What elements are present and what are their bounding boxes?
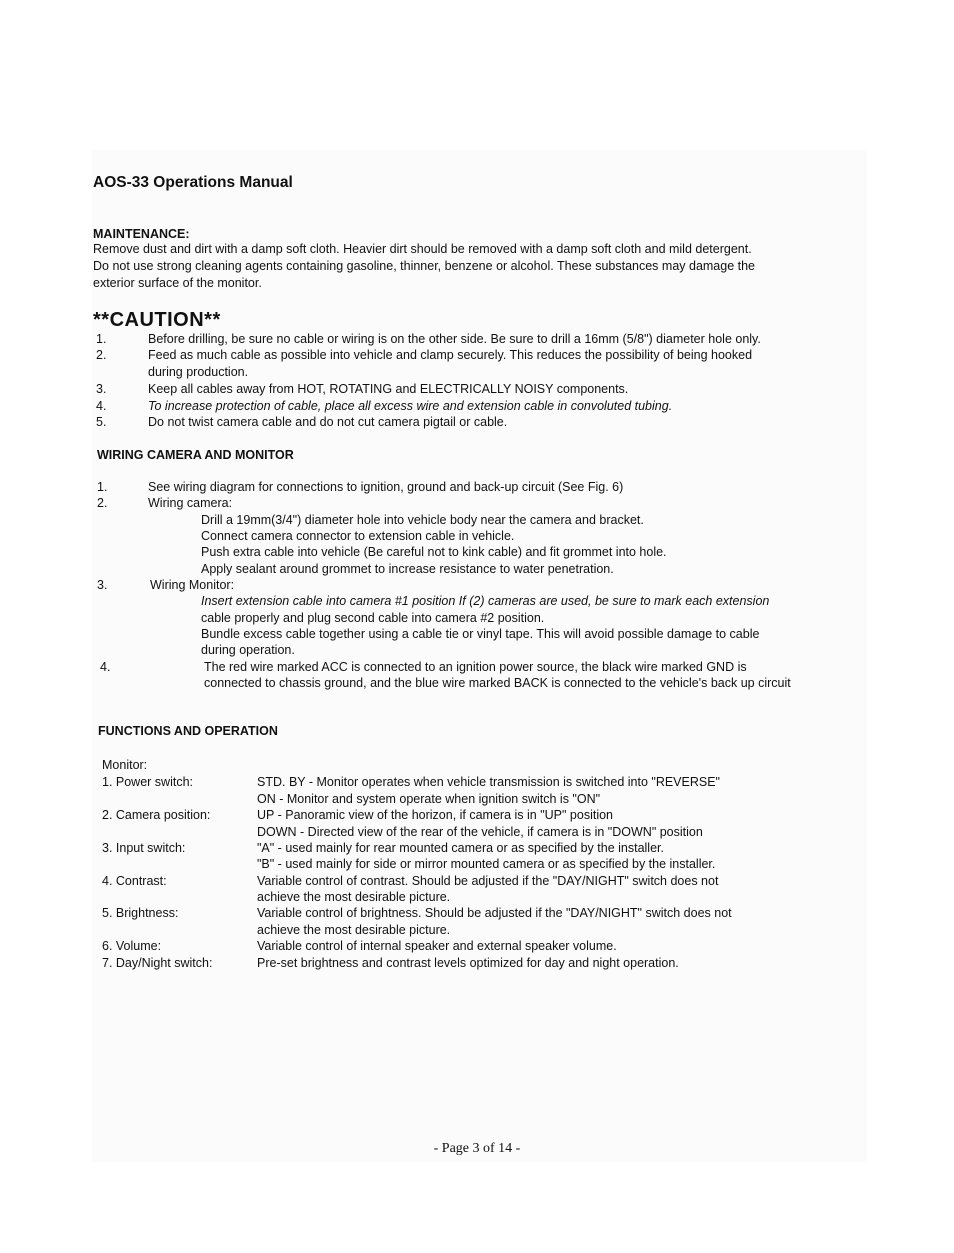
- maintenance-line: Remove dust and dirt with a damp soft cloth. Heavier dirt should be removed with a damp soft cloth and mild detergent.: [93, 242, 752, 256]
- wiring-monitor-line: Bundle excess cable together using a cable tie or vinyl tape. This will avoid possible damage to cable: [201, 627, 760, 641]
- wiring-monitor-line: Insert extension cable into camera #1 position If (2) cameras are used, be sure to mark each extension: [201, 594, 770, 608]
- function-description: ON - Monitor and system operate when ignition switch is "ON": [257, 792, 601, 806]
- wiring-camera-line: Push extra cable into vehicle (Be careful not to kink cable) and fit grommet into hole.: [201, 545, 667, 559]
- caution-item-number: 2.: [96, 348, 107, 362]
- caution-item-text: during production.: [148, 365, 249, 379]
- function-description: Variable control of brightness. Should be adjusted if the "DAY/NIGHT" switch does not: [257, 906, 732, 920]
- caution-item-number: 5.: [96, 415, 107, 429]
- maintenance-line: Do not use strong cleaning agents containing gasoline, thinner, benzene or alcohol. These substances may damage the: [93, 259, 756, 273]
- wiring-item-text: The red wire marked ACC is connected to an ignition power source, the black wire marked GND is: [204, 660, 747, 674]
- function-description: Variable control of internal speaker and external speaker volume.: [257, 939, 617, 953]
- wiring-camera-line: Drill a 19mm(3/4") diameter hole into vehicle body near the camera and bracket.: [201, 513, 644, 527]
- function-label: 2. Camera position:: [102, 808, 211, 822]
- maintenance-heading: MAINTENANCE:: [93, 227, 190, 241]
- function-description: "A" - used mainly for rear mounted camera or as specified by the installer.: [257, 841, 664, 855]
- wiring-monitor-line: during operation.: [201, 643, 295, 657]
- function-label: 4. Contrast:: [102, 874, 167, 888]
- function-description: Pre-set brightness and contrast levels optimized for day and night operation.: [257, 956, 679, 970]
- wiring-item-label: Wiring Monitor:: [150, 578, 235, 592]
- wiring-heading: WIRING CAMERA AND MONITOR: [97, 448, 294, 462]
- function-description: achieve the most desirable picture.: [257, 923, 451, 937]
- caution-item-text: Do not twist camera cable and do not cut camera pigtail or cable.: [148, 415, 508, 429]
- wiring-item-text: See wiring diagram for connections to ignition, ground and back-up circuit (See Fig. 6): [148, 480, 624, 494]
- function-label: 1. Power switch:: [102, 775, 194, 789]
- caution-item-text: To increase protection of cable, place all excess wire and extension cable in convoluted tubing.: [148, 399, 673, 413]
- wiring-item-label: Wiring camera:: [148, 496, 233, 510]
- function-description: achieve the most desirable picture.: [257, 890, 451, 904]
- function-label: 6. Volume:: [102, 939, 162, 953]
- wiring-item-number: 2.: [97, 496, 108, 510]
- function-description: Variable control of contrast. Should be adjusted if the "DAY/NIGHT" switch does not: [257, 874, 719, 888]
- function-description: DOWN - Directed view of the rear of the vehicle, if camera is in "DOWN" position: [257, 825, 703, 839]
- caution-item-number: 3.: [96, 382, 107, 396]
- function-description: UP - Panoramic view of the horizon, if camera is in "UP" position: [257, 808, 614, 822]
- wiring-camera-line: Apply sealant around grommet to increase resistance to water penetration.: [201, 562, 614, 576]
- maintenance-line: exterior surface of the monitor.: [93, 276, 262, 290]
- page-number: - Page 3 of 14 -: [433, 1141, 521, 1156]
- wiring-item-number: 4.: [100, 660, 111, 674]
- caution-heading: **CAUTION**: [93, 309, 221, 331]
- wiring-camera-line: Connect camera connector to extension cable in vehicle.: [201, 529, 515, 543]
- wiring-item-number: 3.: [97, 578, 108, 592]
- caution-item-text: Before drilling, be sure no cable or wiring is on the other side. Be sure to drill a 16mm (5/8") diameter hole only.: [148, 332, 761, 346]
- wiring-item-number: 1.: [97, 480, 108, 494]
- caution-item-number: 4.: [96, 399, 107, 413]
- function-description: "B" - used mainly for side or mirror mounted camera or as specified by the installer.: [257, 857, 716, 871]
- functions-subheading: Monitor:: [102, 758, 148, 772]
- function-label: 3. Input switch:: [102, 841, 186, 855]
- function-label: 5. Brightness:: [102, 906, 179, 920]
- wiring-item-text: connected to chassis ground, and the blue wire marked BACK is connected to the vehicle's back up circuit: [204, 676, 791, 690]
- function-description: STD. BY - Monitor operates when vehicle transmission is switched into "REVERSE": [257, 775, 720, 789]
- wiring-monitor-line: cable properly and plug second cable into camera #2 position.: [201, 611, 545, 625]
- caution-item-text: Feed as much cable as possible into vehicle and clamp securely. This reduces the possibility of being hooked: [148, 348, 753, 362]
- functions-heading: FUNCTIONS AND OPERATION: [98, 724, 278, 738]
- caution-item-text: Keep all cables away from HOT, ROTATING and ELECTRICALLY NOISY components.: [148, 382, 629, 396]
- function-label: 7. Day/Night switch:: [102, 956, 213, 970]
- caution-item-number: 1.: [96, 332, 107, 346]
- document-title: AOS-33 Operations Manual: [93, 174, 293, 191]
